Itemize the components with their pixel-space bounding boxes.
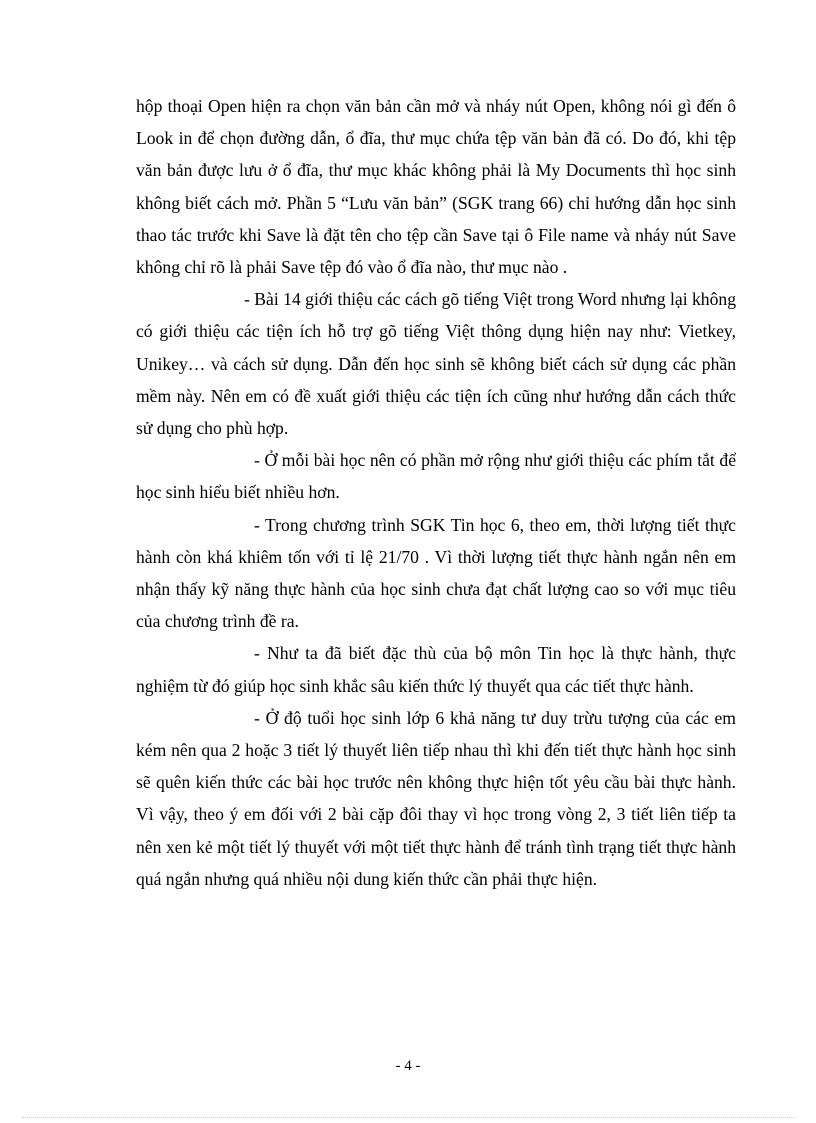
- paragraph-open-save-instructions: hộp thoại Open hiện ra chọn văn bản cần mở và nháy nút Open, không nói gì đến ô Look in để chọn đường dẫn, ổ đĩa, thư mục chứa tệp văn bản đã có. Do đó, khi tệp văn bản được lưu ở ổ đĩa, thư mục khác không phải là My Documents thì học sinh không biết cách mở. Phần 5 “Lưu văn bản” (SGK trang 66) chỉ hướng dẫn học sinh thao tác trước khi Save là đặt tên cho tệp cần Save tại ô File name và nháy nút Save không chỉ rõ là phải Save tệp đó vào ổ đĩa nào, thư mục nào .: [136, 96, 736, 278]
- paragraph-vietnamese-typing: - Bài 14 giới thiệu các cách gõ tiếng Việt trong Word nhưng lại không có giới thiệu các tiện ích hỗ trợ gõ tiếng Việt thông dụng hiện nay như: Vietkey, Unikey… và cách sử dụng. Dẫn đến học sinh sẽ không biết cách sử dụng các phần mềm này. Nên em có đề xuất giới thiệu các tiện ích cũng như hướng dẫn cách thức sử dụng cho phù hợp.: [136, 289, 736, 439]
- paragraph-grade6-thinking: - Ở độ tuổi học sinh lớp 6 khả năng tư duy trừu tượng của các em kém nên qua 2 hoặc 3 tiết lý thuyết liên tiếp nhau thì khi đến tiết thực hành học sinh sẽ quên kiến thức các bài học trước nên không thực hiện tốt yêu cầu bài thực hành. Vì vậy, theo ý em đối với 2 bài cặp đôi thay vì học trong vòng 2, 3 tiết liên tiếp ta nên xen kẻ một tiết lý thuyết với một tiết thực hành để tránh tình trạng tiết thực hành quá ngắn nhưng quá nhiều nội dung kiến thức cần phải thực hiện.: [136, 707, 736, 889]
- body-text: [136, 90, 736, 895]
- page-number: - 4 -: [395, 1058, 421, 1074]
- paragraph-practice-time: - Trong chương trình SGK Tin học 6, theo em, thời lượng tiết thực hành còn khá khiêm tốn với tỉ lệ 21/70 . Vì thời lượng tiết thực hành ngắn nên em nhận thấy kỹ năng thực hành của học sinh chưa đạt chất lượng cao so với mục tiêu của chương trình đề ra.: [136, 514, 736, 632]
- page-bottom-divider: [22, 1117, 794, 1118]
- paragraph-subject-nature: - Như ta đã biết đặc thù của bộ môn Tin học là thực hành, thực nghiệm từ đó giúp học sinh khắc sâu kiến thức lý thuyết qua các tiết thực hành.: [136, 643, 736, 696]
- paragraph-shortcut-keys: - Ở mỗi bài học nên có phần mở rộng như giới thiệu các phím tắt để học sinh hiểu biết nhiều hơn.: [136, 450, 736, 503]
